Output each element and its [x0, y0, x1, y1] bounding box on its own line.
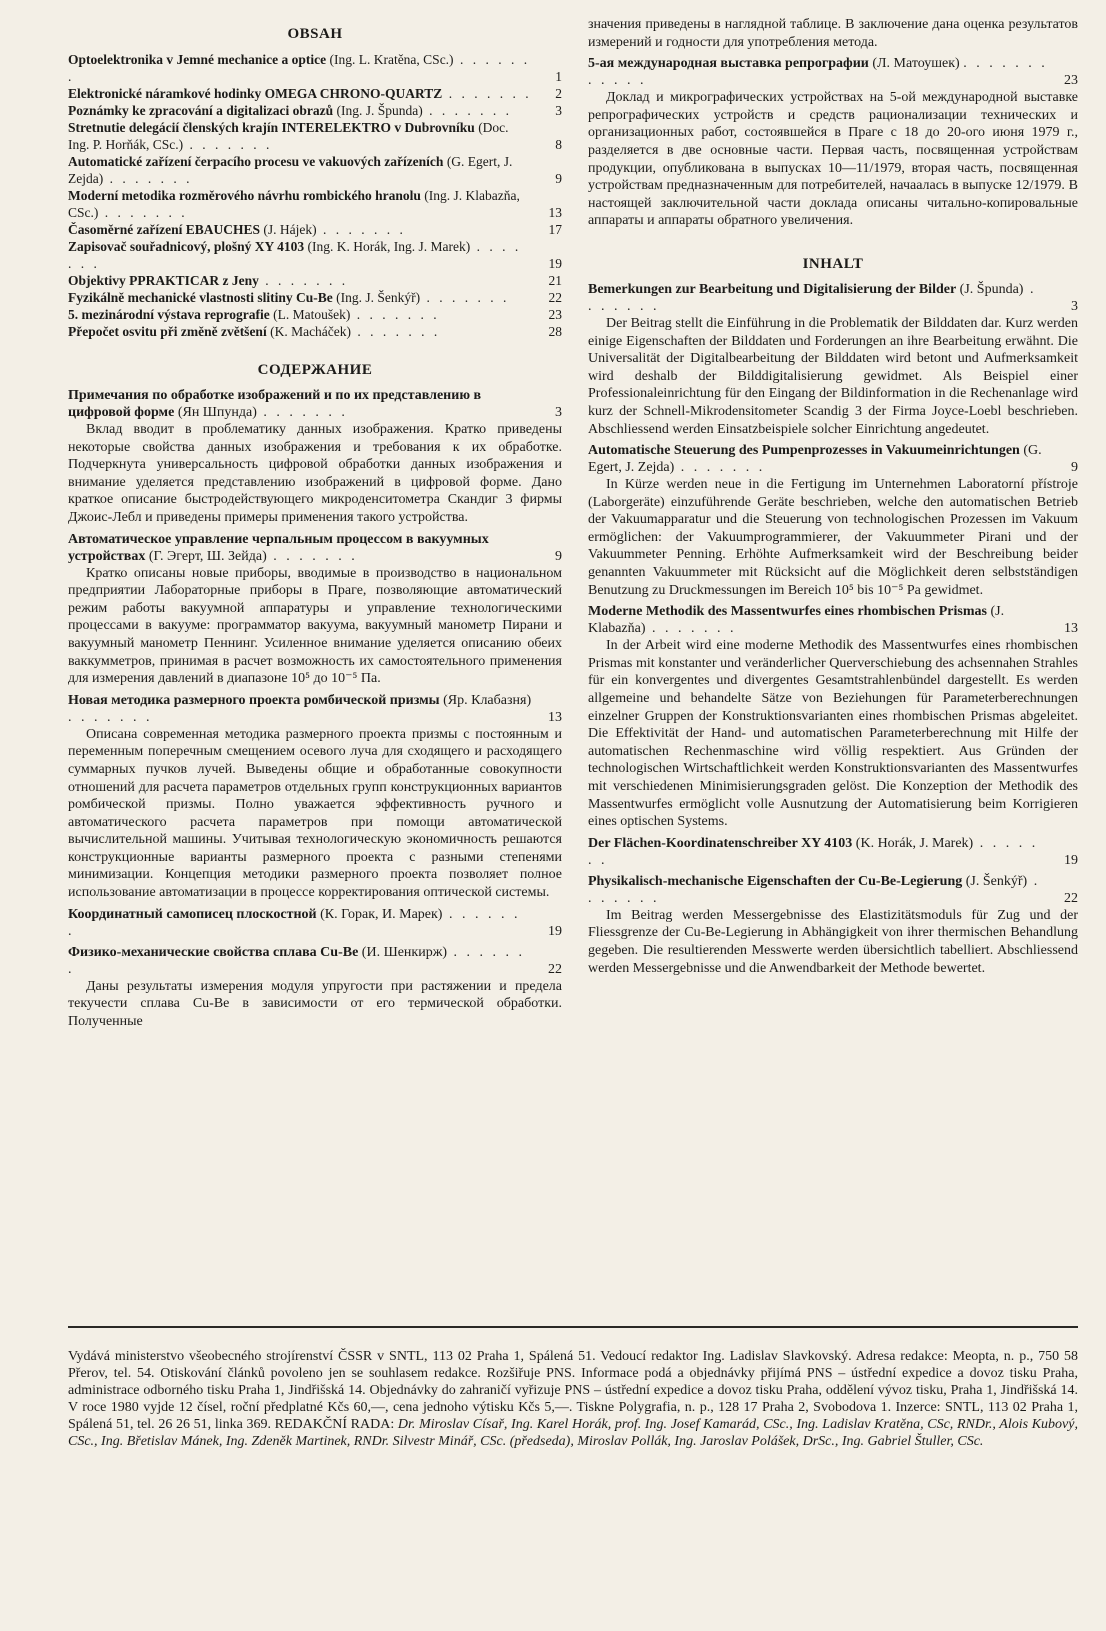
article-page: 3 — [1071, 298, 1078, 314]
soderzhanie-title: СОДЕРЖАНИЕ — [257, 362, 373, 378]
toc-entry-page: 28 — [548, 324, 562, 339]
toc-entry-author: (Ing. J. Šenkýř) — [336, 290, 421, 305]
article-head — [68, 944, 562, 978]
leader-dots: . . . . . . . — [103, 171, 193, 186]
leader-dots: . . . . . . . — [68, 906, 521, 939]
article — [68, 387, 562, 527]
toc-entry-title: Poznámky ke zpracování a digitalizaci obrazů — [68, 103, 334, 118]
article-page: 13 — [548, 709, 562, 725]
toc-entry-title: Fyzikálně mechanické vlastnosti slitiny Cu-Be — [68, 290, 333, 305]
article-author: (K. Horák, J. Marek) — [855, 835, 974, 851]
leader-dots: . . . . . . . — [420, 290, 510, 305]
toc-entry-title: Moderní metodika rozměrového návrhu rombického hranolu — [68, 188, 421, 203]
toc-entry-page: 13 — [548, 205, 562, 220]
leader-dots: . . . . . . . — [256, 405, 348, 420]
article-head — [588, 442, 1078, 476]
toc-entry-title: Optoelektronika v Jemné mechanice a optice — [68, 52, 327, 67]
article-author: (J. Klabazňa) — [588, 604, 1005, 637]
toc-entry-author: (K. Macháček) — [270, 324, 352, 339]
article — [588, 873, 1078, 977]
article-author: (G. Egert, J. Zejda) — [588, 443, 1042, 476]
toc-entry-page: 19 — [548, 256, 562, 271]
article-head: 5-ая международная выставка репрографии (Л. Матоушек) . . . . . . . . . . . . 23 — [588, 56, 1078, 89]
article-abstract: Вклад вводит в проблематику данных изображения. Кратко приведены некоторые свойства данных изображения и требования к их обработке. Подчеркнута универсальность цифровой обработки данных изображения и внимание уделяется представлению изображений в цифровой форме. Дано краткое описание быстродействующего микроденситометра Скандиг 3 фирмы Джоис-Лебл и приведены примеры применения такого устройства. — [68, 422, 562, 525]
toc-entry-page: 23 — [548, 307, 562, 322]
toc-entry-author: (J. Hájek) — [263, 222, 317, 237]
article-title: Bemerkungen zur Bearbeitung und Digitalisierung der Bilder — [588, 281, 957, 297]
article-page: 19 — [548, 923, 562, 939]
inhalt-title: INHALT — [802, 255, 864, 272]
toc-entry-page: 9 — [555, 171, 562, 186]
toc-entry — [68, 102, 562, 119]
toc-entry-author: (Ing. L. Kratěna, CSc.) — [329, 52, 454, 67]
article — [588, 835, 1078, 869]
toc-entry-page: 1 — [555, 69, 562, 84]
article-head — [68, 387, 562, 421]
article-head — [588, 603, 1078, 637]
toc-entry — [68, 289, 562, 306]
article-head — [588, 281, 1078, 315]
leader-dots: . . . . . . . — [68, 239, 522, 271]
toc-entry — [68, 51, 562, 85]
soderzhanie-list — [68, 387, 562, 1030]
toc-entry — [68, 323, 562, 340]
toc-entry — [68, 272, 562, 289]
article — [68, 692, 562, 902]
toc-entry-title: Elektronické náramkové hodinky OMEGA CHRONO-QUARTZ — [68, 86, 443, 101]
article-author: (Яр. Клабазня) — [443, 692, 532, 708]
toc-entry — [68, 187, 562, 221]
article-author: (Ян Шпунда) — [177, 405, 257, 420]
article-author: (Л. Матоушек) — [872, 56, 960, 72]
article-head — [68, 531, 562, 565]
article-title: Примечания по обработке изображений и по их представлению в цифровой форме — [68, 388, 482, 420]
article — [68, 906, 562, 940]
article-title: Новая методика размерного проекта ромбической призмы — [68, 692, 440, 708]
article-title: Automatische Steuerung des Pumpenprozesses in Vakuumeinrichtungen — [588, 443, 1020, 459]
article — [68, 531, 562, 688]
toc-entry — [68, 306, 562, 323]
leader-dots: . . . . . . . — [588, 835, 1039, 868]
article-abstract: Описана современная методика размерного проекта призмы с постоянным и переменным поперечным смещением осевого луча для сходящего и расходящего суммарных пучков лучей. Выведены общие и обработанные совокупности отношений для расчета параметров отдельных групп конструкционных вариантов ромбической призмы. Полно уважается эффективность ручного и автоматического расчета параметров при помощи автоматической вычислительной машины. Учитывая технологическую экономичность решаются конструкционные варианты размерного проекта с разными степенями минимизации. Концепция методики размерного проекта позволяет полное использование автоматизации в процессе корректирования оптической системы. — [68, 726, 562, 901]
toc-entry-author: (Ing. J. Špunda) — [336, 103, 423, 118]
publisher-info: Vydává ministerstvo všeobecného strojírenství ČSSR v SNTL, 113 02 Praha 1, Spálená 51. Vedoucí redaktor Ing. Ladislav Slavkovský. Adresa redakce: Meopta, n. p., 750 58 Přerov, tel. 54. Otiskování článků povoleno jen se souhlasem redakce. Rozšiřuje PNS. Informace podá a objednávky přijímá PNS – ústřední expedice a dovoz tisku Praha, administrace odborného tisku Praha 1, Jindřišská 14. Objednávky do zahraničí vyřizuje PNS – ústřední expedice a dovoz tisku Praha, oddělení vývoz tisku, Praha 1, Jindřišská 14. V roce 1980 vyjde 12 čísel, roční předplatné Kčs 60,—, cena jednoho výtisku Kčs 5,—. Tiskne Polygrafia, n. p., 128 17 Praha 2, Svobodova 1. Inzerce: SNTL, 113 02 Praha 1, Spálená 51, tel. 26 26 51, linka 369. — [68, 1349, 1078, 1432]
continuation-text: значения приведены в наглядной таблице. В заключение дана оценка результатов измерений и годности для употребления метода. — [588, 17, 1078, 50]
article-page: 23 — [1064, 73, 1078, 89]
toc-entry-title: Stretnutie delegácií členských krajín INTERELEKTRO v Dubrovníku — [68, 120, 475, 135]
article-reprografie — [588, 55, 1078, 230]
article-head — [588, 873, 1078, 907]
toc-entry-page: 21 — [548, 273, 562, 288]
inhalt-list — [588, 281, 1078, 977]
article — [588, 281, 1078, 438]
leader-dots: . . . . . . . — [266, 548, 358, 564]
article-abstract: Кратко описаны новые приборы, вводимые в производство в национальном предприятии Лабораторные приборы в Праге, позволяющие автоматический режим работы вакуумной аппаратуры и управление технологическими процессами в вакууме: программатор вакуума, вакуумный манометр Пирани и вакуумный манометр Пеннинг. Усиленное внимание уделяется описанию обеих ваккумметров, принимая в расчет возможность их самостоятельного применения для измерения давлений в диапазоне 10⁵ до 10⁻⁵ Па. — [68, 565, 562, 687]
article-head — [588, 835, 1078, 869]
article-page: 22 — [1064, 890, 1078, 906]
article-title: Физико-механические свойства сплава Cu-Be — [68, 944, 359, 960]
right-column — [588, 16, 1078, 979]
article-page: 9 — [555, 548, 562, 564]
leader-dots: . . . . . . . — [351, 324, 441, 339]
article-title: Moderne Methodik des Massentwurfes eines rhombischen Prismas — [588, 604, 987, 620]
toc-entry-title: Automatické zařízení čerpacího procesu ve vakuových zařízeních — [68, 154, 444, 169]
article-page: 19 — [1064, 852, 1078, 868]
leader-dots: . . . . . . . — [183, 137, 273, 152]
toc-entry — [68, 238, 562, 272]
leader-dots: . . . . . . . — [588, 873, 1041, 906]
toc-entry — [68, 221, 562, 238]
leader-dots: . . . . . . . — [98, 205, 188, 220]
article-title: Координатный самописец плоскостной — [68, 906, 317, 922]
toc-entry-author: (L. Matoušek) — [273, 307, 351, 322]
article-author: (J. Špunda) — [959, 281, 1024, 297]
toc-entry-author: (G. Egert, J. Zejda) — [68, 154, 513, 186]
article-abstract: In Kürze werden neue in die Fertigung im Unternehmen Laboratorní přístroje (Laborgeräte) einzuführende Geräte beschrieben, welche den automatischen Betrieb der Vakuumapparatur und die Steuerung von technologischen Prozessen im Vakuum ermöglichen: der Vakuumprogrammierer, der Vakuummeter Pirani und der Vakuummeter Penning. Erhöhte Aufmerksamkeit wird der Beschreibung beider genannten Vakuummeter mit Rücksicht auf die Möglichkeit deren selbstständigen Benutzung zu Druckmessungen im Bereich 10⁵ bis 10⁻⁵ Pa gewidmet. — [588, 477, 1078, 598]
toc-entry-page: 22 — [548, 290, 562, 305]
leader-dots: . . . . . . . — [588, 281, 1037, 314]
article-abstract: Im Beitrag werden Messergebnisse des Elastizitätsmoduls für Zug und der Fliessgrenze der Cu-Be-Legierung in Abhängigkeit von ihrer thermischen Behandlung gegeben. Die resultierenden Messwerte werden übersichtlich tabelliert. Abschliessend werden Messergebnisse und die Anwendbarkeit der Methode bewertet. — [588, 907, 1078, 976]
leader-dots: . . . . . . . — [442, 86, 532, 101]
article-page: 3 — [555, 405, 562, 420]
leader-dots: . . . . . . . — [674, 460, 766, 476]
article-page: 22 — [548, 961, 562, 977]
article-title: Der Flächen-Koordinatenschreiber XY 4103 — [588, 835, 853, 851]
left-column — [68, 16, 562, 1032]
leader-dots: . . . . . . . — [68, 944, 526, 977]
toc-entry-title: Časoměrné zařízení EBAUCHES — [68, 222, 260, 237]
article-author: (Г. Эгерт, Ш. Зейда) — [148, 548, 267, 564]
obsah-title: OBSAH — [287, 26, 343, 42]
article — [588, 603, 1078, 831]
editorial-board: Dr. Miroslav Císař, Ing. Karel Horák, prof. Ing. Josef Kamarád, CSc., Ing. Ladislav Kratěna, CSc, RNDr., Alois Kubový, CSc., Ing. Břetislav Mánek, Ing. Zdeněk Martinek, RNDr. Silvestr Minář, CSc. (předseda), Miroslav Pollák, Ing. Jaroslav Polášek, DrSc., Ing. Gabriel Štuller, CSc. — [68, 1417, 1078, 1449]
article-page: 9 — [1071, 460, 1078, 476]
toc-entry-title: Zapisovač souřadnicový, plošný XY 4103 — [68, 239, 305, 254]
article — [68, 944, 562, 1031]
leader-dots: . . . . . . . — [350, 307, 440, 322]
article-title: 5-ая международная выставка репрографии — [588, 56, 869, 72]
article-author: (К. Горак, И. Марек) — [320, 906, 443, 922]
footer — [68, 1348, 1078, 1450]
leader-dots: . . . . . . . — [422, 103, 512, 118]
toc-entry — [68, 153, 562, 187]
toc-entry-page: 8 — [555, 137, 562, 152]
footer-rule — [68, 1326, 1078, 1328]
article-abstract: Der Beitrag stellt die Einführung in die Problematik der Bilddaten dar. Kurz werden einige Eigenschaften der Bilddaten und Forderungen an ihre Bearbeitung erwähnt. Die Universalität der Digitalbearbeitung der Bilddaten wird betont und Aufmerksamkeit wird deshalb der Bilddigitalisierung gewidmet. Als Beispiel einer Professionaleinrichtung für den Eingang der Bildinformation in die Rechenanlage wird kurz der Schnell-Mikrodensitometer Scandig 3 der Firma Joyce-Loebl beschrieben. Abschliessend werden Einsatzbeispiele solcher Einrichtung angedeutet. — [588, 315, 1078, 437]
article-head — [68, 692, 562, 726]
article-abstract: Даны результаты измерения модуля упругости при растяжении и предела текучести сплава Cu-Be в зависимости от его термической обработки. Полученные — [68, 978, 562, 1029]
leader-dots: . . . . . . . — [68, 709, 153, 725]
toc-entry-author: (Doc. Ing. P. Horňák, CSc.) — [68, 120, 509, 152]
leader-dots: . . . . . . . — [645, 621, 737, 637]
board-label: REDAKČNÍ RADA: — [274, 1417, 395, 1432]
toc-entry — [68, 85, 562, 102]
article-head — [68, 906, 562, 940]
article-page: 13 — [1064, 621, 1078, 637]
article-author: (И. Шенкирж) — [361, 944, 448, 960]
toc-entry-page: 3 — [555, 103, 562, 118]
leader-dots: . . . . . . . — [316, 222, 406, 237]
toc-entry-title: 5. mezinárodní výstava reprografie — [68, 307, 270, 322]
article-author: (J. Šenkýř) — [965, 873, 1028, 889]
toc-entry-title: Objektivy PPRAKTICAR z Jeny — [68, 273, 259, 288]
toc-entry-author: (Ing. K. Horák, Ing. J. Marek) — [307, 239, 471, 254]
toc-entry-page: 17 — [548, 222, 562, 237]
obsah-list — [68, 51, 562, 340]
article-title: Physikalisch-mechanische Eigenschaften der Cu-Be-Legierung — [588, 873, 963, 889]
leader-dots: . . . . . . . — [258, 273, 349, 288]
toc-entry-title: Přepočet osvitu při změně zvětšení — [68, 324, 267, 339]
leader-dots: . . . . . . . — [68, 52, 531, 84]
toc-entry — [68, 119, 562, 153]
toc-entry-page: 2 — [555, 86, 562, 101]
article-abstract: Доклад и микрографических устройствах на 5-ой международной выставке репрографических устройств и средств рационализации технических и организационных работ, состоявшейся в Праге с 18 до 20-ого июня 1979 г., разделяется в две основные части. Первая часть, посвященная устройствам продукции, опубликована в выпусках 10—11/1979, вторая часть, посвященная устройствам предназначенным для потребителей, начаалась в выпуске 12/1979. В настоящей заключительной части доклада описаны читально-копировальные аппараты и аппараты обратного увеличения. — [588, 90, 1078, 229]
article — [588, 442, 1078, 599]
toc-entry-author: (Ing. J. Klabazňa, CSc.) — [68, 188, 520, 220]
article-abstract: In der Arbeit wird eine moderne Methodik des Massentwurfes eines rhombischen Prismas mit konstanter und veränderlicher Querverschiebung des achsennahen Strahles für ein konvergentes und divergentes Gesamtstrahlenbündel dargestellt. Es werden allgemeine und behandelte Sätze von Beziehungen für Parameterberechnungen einzelner Gruppen der Konstruktionsvarianten eines rhombischen Prismas abgeleitet. Die Effektivität der Hand- und automatischen Parameterberechnung mit Hilfe der automatischen Rechenmaschine wird völlig respektiert. Aus Gründen der technologischen Wirtschaftlichkeit werden Konstruktionsvarianten des Massentwurfes mit verschiedenen Minimisierungsgraden gelöst. Die Konzeption der Methodik des Massentwurfes ermöglicht volle Ausnutzung der Automatisierung beim Korrigieren eines optischen Systems. — [588, 638, 1078, 830]
article-title: Автоматическое управление черпальным процессом в вакуумных устройствах — [68, 531, 489, 564]
